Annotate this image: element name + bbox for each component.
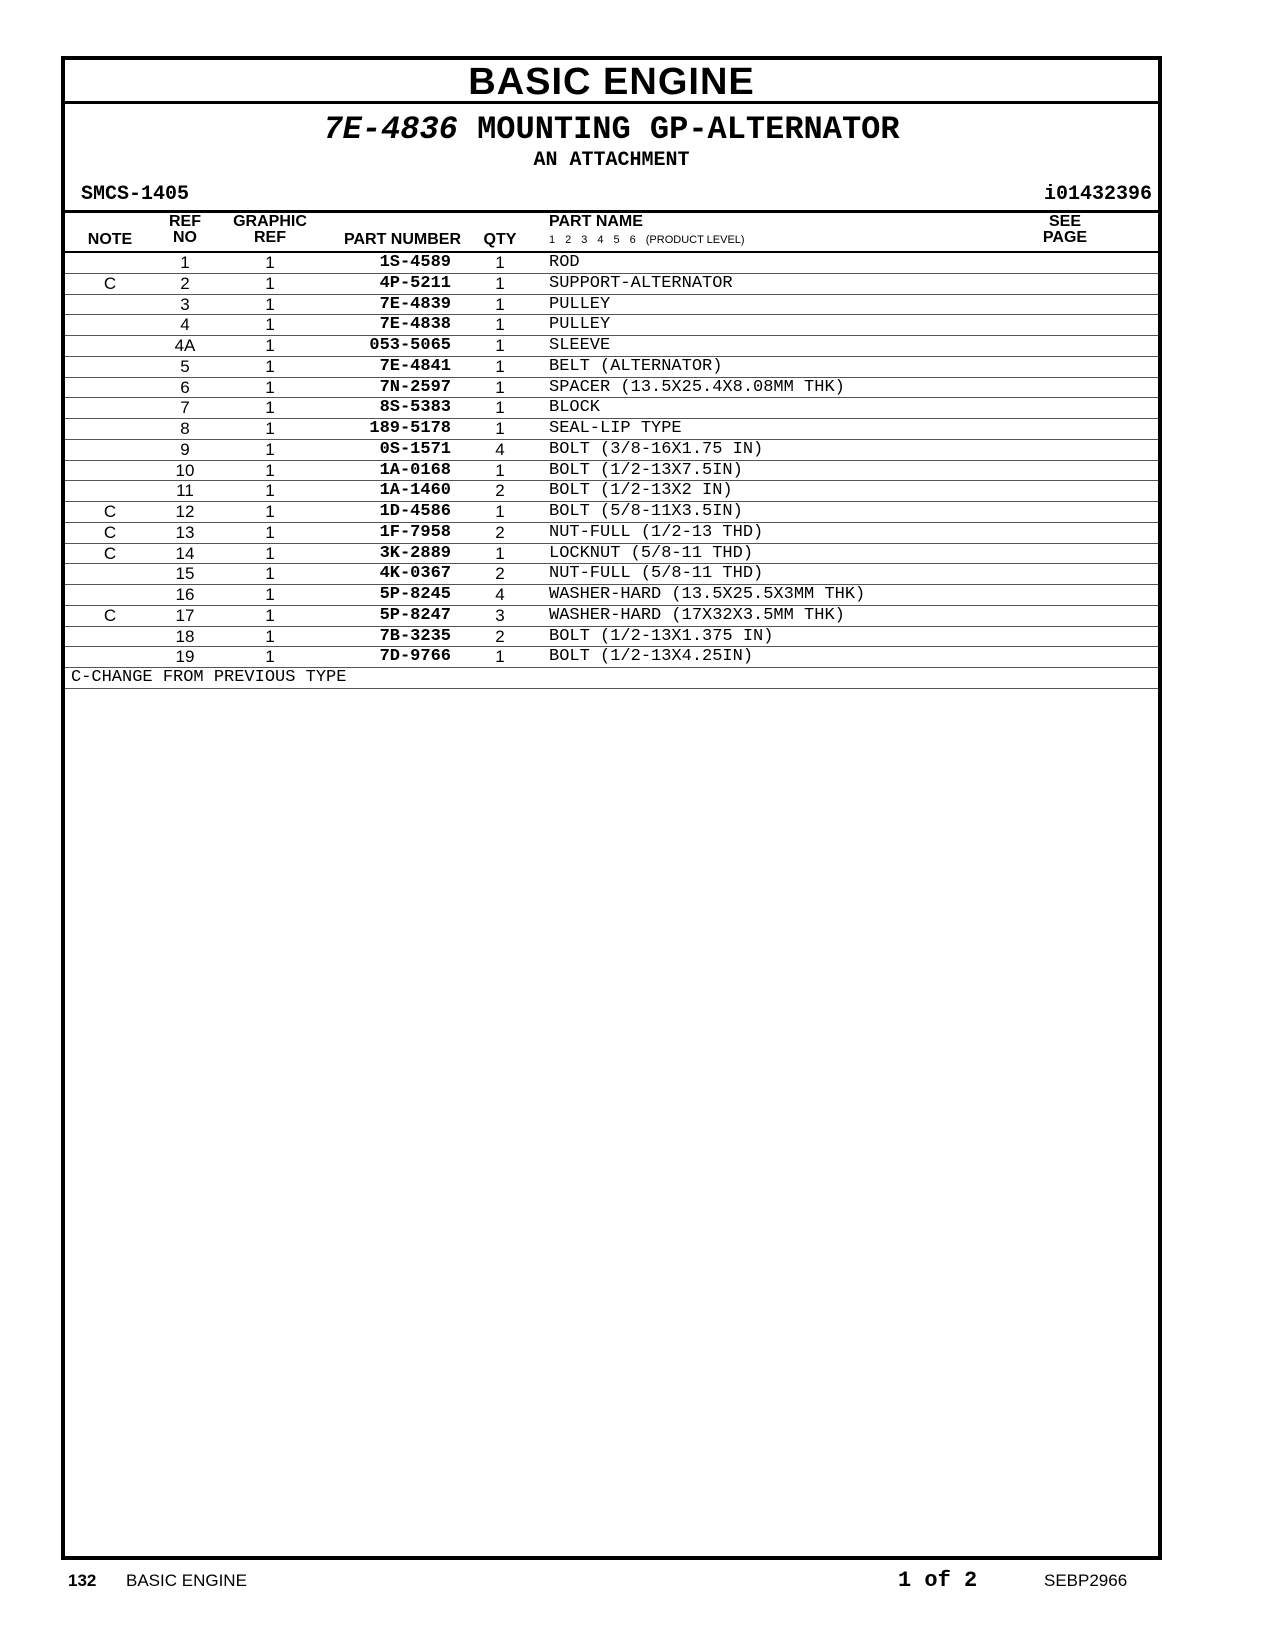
footer-page-number: 132 (68, 1571, 97, 1590)
part-graphic-ref: 1 (265, 543, 275, 563)
part-graphic-ref: 1 (265, 356, 275, 376)
part-ref-no: 5 (180, 356, 190, 376)
part-graphic-ref: 1 (265, 605, 275, 625)
part-qty: 1 (495, 315, 505, 335)
part-graphic-ref: 1 (265, 273, 275, 293)
part-qty: 1 (495, 543, 505, 563)
part-ref-no: 8 (180, 419, 190, 438)
table-row (65, 378, 1158, 399)
part-ref-no: 15 (175, 564, 195, 584)
part-name: NUT-FULL (1/2-13 THD) (549, 522, 764, 542)
footer-publication: SEBP2966 (1044, 1571, 1128, 1590)
table-row (65, 585, 1158, 606)
part-qty: 2 (495, 522, 505, 542)
part-number: 4K-0367 (379, 564, 451, 584)
table-row (65, 523, 1158, 544)
column-header-graphic-top: GRAPHIC (233, 213, 307, 230)
part-graphic-ref: 1 (265, 439, 275, 459)
group-heading (65, 112, 1158, 148)
part-number: 5P-8245 (379, 585, 451, 604)
table-row (65, 419, 1158, 440)
part-name: SPACER (13.5X25.4X8.08MM THK) (549, 377, 845, 397)
table-row (65, 440, 1158, 461)
column-header-note: NOTE (87, 231, 133, 248)
part-note: C (103, 543, 117, 563)
column-header-ref-bottom: NO (173, 229, 197, 246)
part-graphic-ref: 1 (265, 398, 275, 418)
part-number: 4P-5211 (379, 273, 451, 293)
part-number: 3K-2889 (379, 543, 451, 563)
part-ref-no: 7 (180, 398, 190, 418)
part-name: ROD (549, 253, 580, 272)
product-level: 2 (565, 234, 572, 246)
part-name: BOLT (1/2-13X7.5IN) (549, 460, 743, 480)
part-name: WASHER-HARD (13.5X25.5X3MM THK) (549, 585, 866, 604)
table-row (65, 315, 1158, 336)
part-ref-no: 4A (174, 336, 196, 355)
page-frame (61, 56, 1162, 1560)
group-name: MOUNTING GP-ALTERNATOR (477, 111, 900, 148)
part-ref-no: 12 (175, 502, 195, 521)
part-number: 7B-3235 (379, 626, 451, 646)
part-number: 1A-1460 (379, 481, 451, 501)
table-row (65, 253, 1158, 274)
part-number: 1A-0168 (379, 460, 451, 480)
product-level: 1 (549, 234, 556, 246)
part-ref-no: 11 (176, 481, 194, 501)
part-name: SEAL-LIP TYPE (549, 419, 682, 438)
column-header-graphic-bottom: REF (254, 229, 286, 246)
part-qty: 1 (495, 377, 505, 397)
column-header-part-name: PART NAME (549, 213, 643, 230)
part-graphic-ref: 1 (265, 522, 275, 542)
part-number: 1S-4589 (379, 253, 451, 272)
part-graphic-ref: 1 (265, 585, 275, 604)
part-qty: 4 (495, 585, 505, 604)
part-name: NUT-FULL (5/8-11 THD) (549, 564, 764, 584)
part-name: BOLT (5/8-11X3.5IN) (549, 502, 743, 521)
part-qty: 1 (495, 253, 505, 272)
part-name: BOLT (3/8-16X1.75 IN) (549, 439, 764, 459)
part-number: 7N-2597 (379, 377, 451, 397)
part-qty: 2 (495, 564, 505, 584)
part-graphic-ref: 1 (265, 502, 275, 521)
part-qty: 1 (495, 356, 505, 376)
part-ref-no: 4 (180, 315, 190, 335)
group-part-number: 7E-4836 (323, 111, 458, 148)
parts-table (65, 253, 1158, 689)
table-row (65, 398, 1158, 419)
part-qty: 2 (495, 481, 505, 501)
table-row (65, 481, 1158, 502)
part-name: BELT (ALTERNATOR) (549, 356, 723, 376)
part-ref-no: 19 (175, 647, 195, 667)
column-header-see-bottom: PAGE (1042, 229, 1088, 246)
part-ref-no: 2 (180, 273, 190, 293)
table-row (65, 502, 1158, 523)
part-qty: 1 (495, 294, 505, 314)
part-number: 1F-7958 (379, 522, 451, 542)
part-graphic-ref: 1 (265, 626, 275, 646)
part-graphic-ref: 1 (265, 564, 275, 584)
part-ref-no: 13 (175, 522, 195, 542)
part-ref-no: 17 (175, 605, 195, 625)
table-row (65, 627, 1158, 648)
section-title: BASIC ENGINE (65, 60, 1158, 104)
table-row (65, 606, 1158, 627)
part-ref-no: 18 (175, 626, 195, 646)
part-name: PULLEY (549, 315, 611, 335)
part-qty: 1 (495, 502, 505, 521)
part-name: BLOCK (549, 398, 601, 418)
footer-page-of: 1 of 2 (898, 1568, 978, 1593)
part-graphic-ref: 1 (265, 253, 275, 272)
part-name: WASHER-HARD (17X32X3.5MM THK) (549, 605, 845, 625)
part-qty: 1 (495, 647, 505, 667)
part-qty: 3 (495, 605, 505, 625)
part-ref-no: 10 (175, 460, 195, 480)
part-note: C (103, 522, 117, 542)
part-name: BOLT (1/2-13X2 IN) (549, 481, 733, 501)
part-ref-no: 1 (180, 253, 190, 272)
column-header-see-top: SEE (1048, 213, 1081, 230)
part-name: SLEEVE (549, 336, 611, 355)
part-ref-no: 9 (180, 439, 190, 459)
part-graphic-ref: 1 (265, 294, 275, 314)
part-number: 189-5178 (369, 419, 451, 438)
part-graphic-ref: 1 (265, 481, 275, 501)
part-name: PULLEY (549, 294, 611, 314)
part-name: SUPPORT-ALTERNATOR (549, 273, 733, 293)
part-qty: 1 (495, 273, 505, 293)
column-header-part-number: PART NUMBER (343, 231, 461, 248)
part-name: BOLT (1/2-13X4.25IN) (549, 647, 754, 667)
product-level-label: (PRODUCT LEVEL) (645, 234, 745, 246)
table-row (65, 295, 1158, 316)
part-note: C (103, 605, 117, 625)
part-number: 7E-4839 (379, 294, 451, 314)
product-levels (549, 234, 755, 246)
part-graphic-ref: 1 (265, 460, 275, 480)
part-graphic-ref: 1 (265, 315, 275, 335)
group-subtitle: AN ATTACHMENT (533, 149, 690, 172)
part-note: C (103, 273, 117, 293)
part-qty: 4 (495, 439, 505, 459)
change-footnote: C-CHANGE FROM PREVIOUS TYPE (65, 668, 1158, 689)
part-number: 5P-8247 (379, 605, 451, 625)
part-name: LOCKNUT (5/8-11 THD) (549, 543, 754, 563)
table-row (65, 647, 1158, 668)
table-row (65, 544, 1158, 565)
part-ref-no: 6 (180, 377, 190, 397)
part-name: BOLT (1/2-13X1.375 IN) (549, 626, 774, 646)
table-row (65, 357, 1158, 378)
product-level: 6 (629, 234, 636, 246)
part-qty: 2 (495, 626, 505, 646)
part-graphic-ref: 1 (265, 336, 275, 355)
footer-section: BASIC ENGINE (126, 1571, 247, 1590)
part-qty: 1 (495, 398, 505, 418)
column-header-qty: QTY (483, 231, 517, 248)
part-qty: 1 (495, 336, 505, 355)
table-row (65, 274, 1158, 295)
part-ref-no: 16 (175, 585, 195, 604)
column-header-ref-no (155, 214, 215, 246)
part-ref-no: 14 (175, 543, 195, 563)
column-header-see-page (1025, 214, 1105, 246)
part-number: 7E-4841 (379, 356, 451, 376)
part-number: 0S-1571 (379, 439, 451, 459)
column-header-ref-top: REF (169, 213, 201, 230)
part-graphic-ref: 1 (265, 647, 275, 667)
product-level: 3 (581, 234, 588, 246)
column-header-graphic-ref (225, 214, 315, 246)
part-number: 053-5065 (369, 336, 451, 355)
part-number: 1D-4586 (379, 502, 451, 521)
smcs-code: SMCS-1405 (81, 183, 190, 206)
part-number: 7E-4838 (379, 315, 451, 335)
table-row (65, 336, 1158, 357)
part-number: 8S-5383 (379, 398, 451, 418)
table-row (65, 461, 1158, 482)
product-level: 4 (597, 234, 604, 246)
part-qty: 1 (495, 419, 505, 438)
part-graphic-ref: 1 (265, 377, 275, 397)
part-ref-no: 3 (180, 294, 190, 314)
table-row (65, 564, 1158, 585)
document-id: i01432396 (1043, 183, 1152, 206)
part-number: 7D-9766 (379, 647, 451, 667)
part-qty: 1 (495, 460, 505, 480)
product-level: 5 (613, 234, 620, 246)
part-note: C (103, 502, 117, 521)
part-graphic-ref: 1 (265, 419, 275, 438)
